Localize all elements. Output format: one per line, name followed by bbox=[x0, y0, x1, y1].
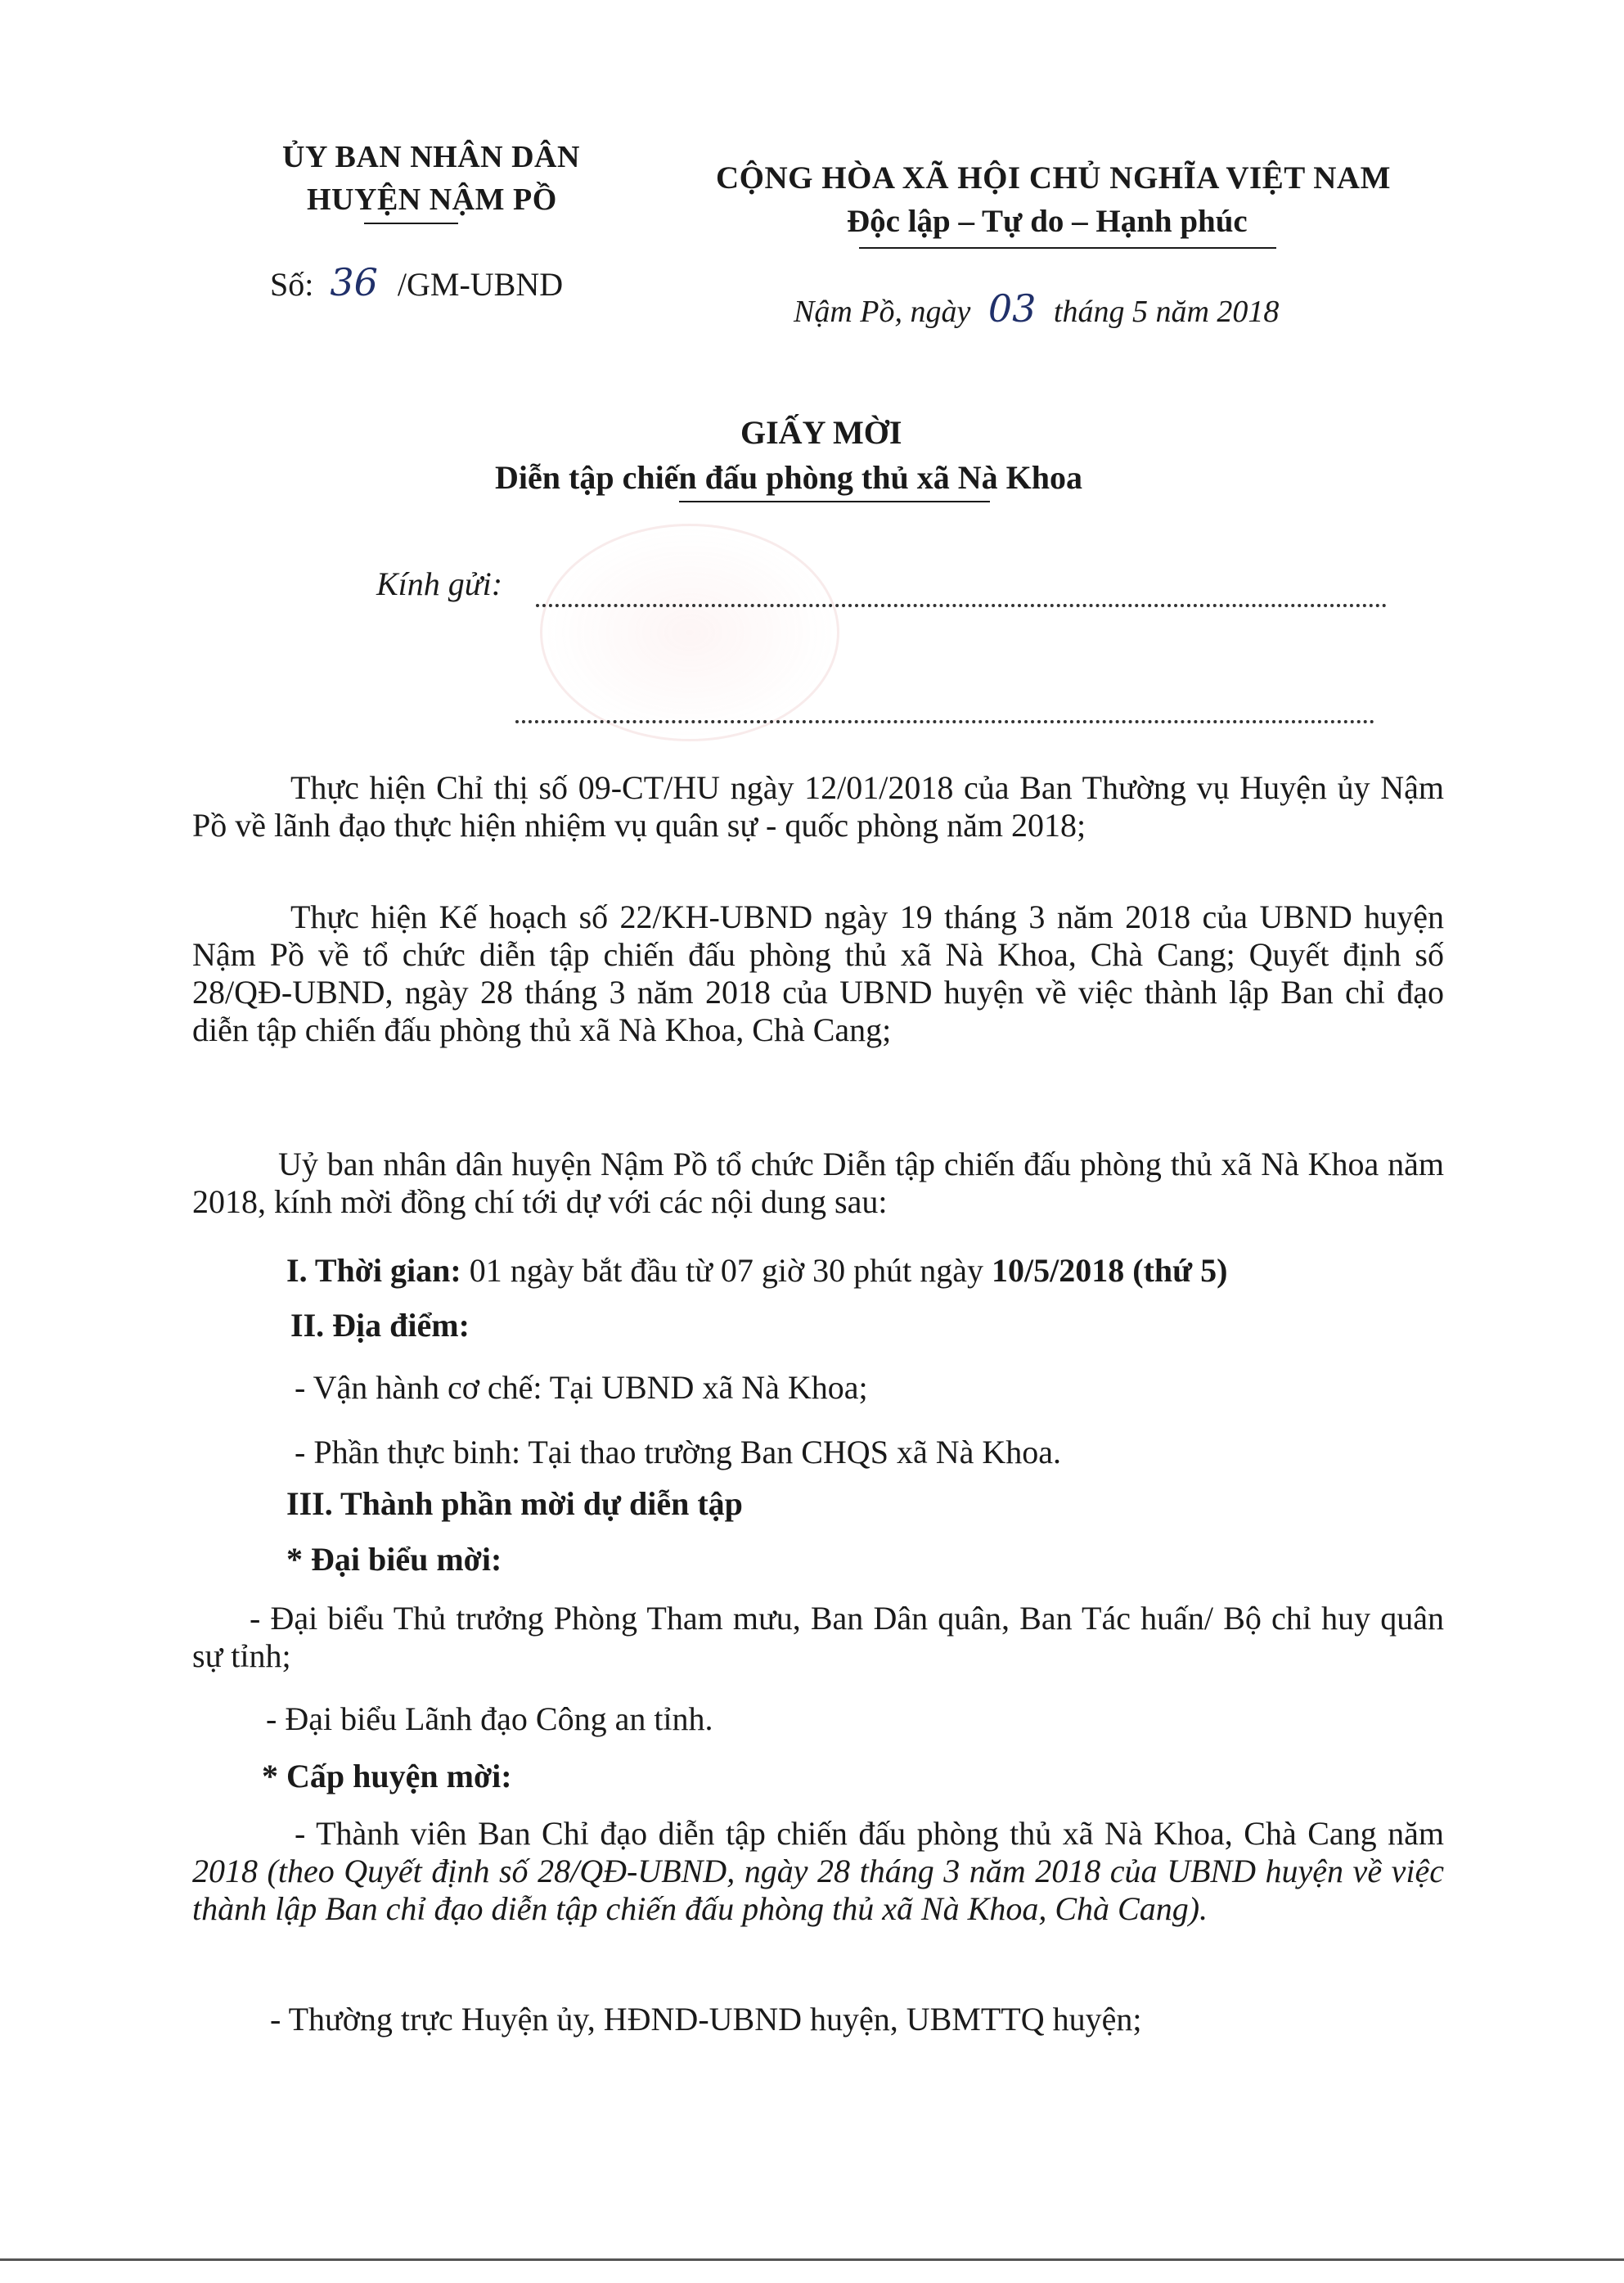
district-item-standing: - Thường trực Huyện ủy, HĐND-UBND huyện, UBMTTQ huyện; bbox=[270, 2001, 1142, 2038]
document-number bbox=[270, 260, 563, 304]
district-name: HUYỆN NẬM PỒ bbox=[307, 182, 557, 217]
recipient-dotted-line-1 bbox=[536, 604, 1387, 607]
handwritten-day: 03 bbox=[987, 286, 1037, 331]
steering-italic: 2018 (theo Quyết định số 28/QĐ-UBND, ngày 28 tháng 3 năm 2018 của UBND huyện về việc thành lập Ban chỉ đạo diễn tập chiến đấu phòng thủ xã Nà Khoa, Chà Cang). bbox=[192, 1853, 1444, 1927]
number-suffix: /GM-UBND bbox=[397, 266, 564, 303]
republic-title: CỘNG HÒA XÃ HỘI CHỦ NGHĨA VIỆT NAM bbox=[716, 160, 1391, 196]
date-prefix: Nậm Pồ, ngày bbox=[794, 295, 971, 329]
steering-plain: - Thành viên Ban Chỉ đạo diễn tập chiến đấu phòng thủ xã Nà Khoa, Chà Cang năm bbox=[295, 1815, 1444, 1852]
faint-stamp bbox=[540, 524, 839, 741]
scan-edge bbox=[0, 2258, 1624, 2261]
recipient-dotted-line-2 bbox=[515, 720, 1374, 723]
agency-underline bbox=[364, 223, 458, 224]
date-suffix: tháng 5 năm 2018 bbox=[1053, 295, 1280, 329]
number-label: Số: bbox=[270, 266, 314, 303]
motto-underline bbox=[859, 247, 1276, 249]
motto: Độc lập – Tự do – Hạnh phúc bbox=[847, 204, 1248, 239]
subtitle-underline bbox=[679, 501, 990, 502]
district-item-steering bbox=[192, 1815, 1444, 1928]
time-label: I. Thời gian: bbox=[286, 1252, 461, 1289]
section-participants-label: III. Thành phần mời dự diễn tập bbox=[286, 1485, 743, 1522]
district-invitees-heading: * Cấp huyện mời: bbox=[262, 1758, 512, 1794]
paragraph-invitation: Uỷ ban nhân dân huyện Nậm Pồ tổ chức Diễn tập chiến đấu phòng thủ xã Nà Khoa năm 2018, kính mời đồng chí tới dự với các nội dung sau: bbox=[192, 1146, 1444, 1220]
time-text: 01 ngày bắt đầu từ 07 giờ 30 phút ngày bbox=[469, 1252, 984, 1289]
section-location-label: II. Địa điểm: bbox=[290, 1307, 470, 1344]
agency-name: ỦY BAN NHÂN DÂN bbox=[282, 140, 580, 174]
document-title: GIẤY MỜI bbox=[740, 414, 902, 451]
delegate-item-police: - Đại biểu Lãnh đạo Công an tỉnh. bbox=[266, 1700, 713, 1737]
paragraph-plan: Thực hiện Kế hoạch số 22/KH-UBND ngày 19 tháng 3 năm 2018 của UBND huyện Nậm Pồ về tổ chức diễn tập chiến đấu phòng thủ xã Nà Khoa, Chà Cang; Quyết định số 28/QĐ-UBND, ngày 28 tháng 3 năm 2018 của UBND huyện về việc thành lập Ban chỉ đạo diễn tập chiến đấu phòng thủ xã Nà Khoa, Chà Cang; bbox=[192, 898, 1444, 1048]
location-item-field: - Phần thực binh: Tại thao trường Ban CHQS xã Nà Khoa. bbox=[295, 1434, 1061, 1470]
place-date bbox=[794, 286, 1279, 331]
recipient-label: Kính gửi: bbox=[376, 565, 503, 602]
paragraph-directive: Thực hiện Chỉ thị số 09-CT/HU ngày 12/01/2018 của Ban Thường vụ Huyện ủy Nậm Pồ về lãnh đạo thực hiện nhiệm vụ quân sự - quốc phòng năm 2018; bbox=[192, 769, 1444, 844]
location-item-mechanism: - Vận hành cơ chế: Tại UBND xã Nà Khoa; bbox=[295, 1369, 868, 1406]
handwritten-number: 36 bbox=[330, 260, 378, 304]
delegate-item-staff: - Đại biểu Thủ trưởng Phòng Tham mưu, Ban Dân quân, Ban Tác huấn/ Bộ chỉ huy quân sự tỉnh; bbox=[192, 1600, 1444, 1674]
time-date: 10/5/2018 (thứ 5) bbox=[992, 1252, 1228, 1289]
invited-delegates-heading: * Đại biểu mời: bbox=[286, 1541, 502, 1578]
section-time bbox=[286, 1252, 1227, 1290]
document-subtitle: Diễn tập chiến đấu phòng thủ xã Nà Khoa bbox=[495, 459, 1082, 496]
